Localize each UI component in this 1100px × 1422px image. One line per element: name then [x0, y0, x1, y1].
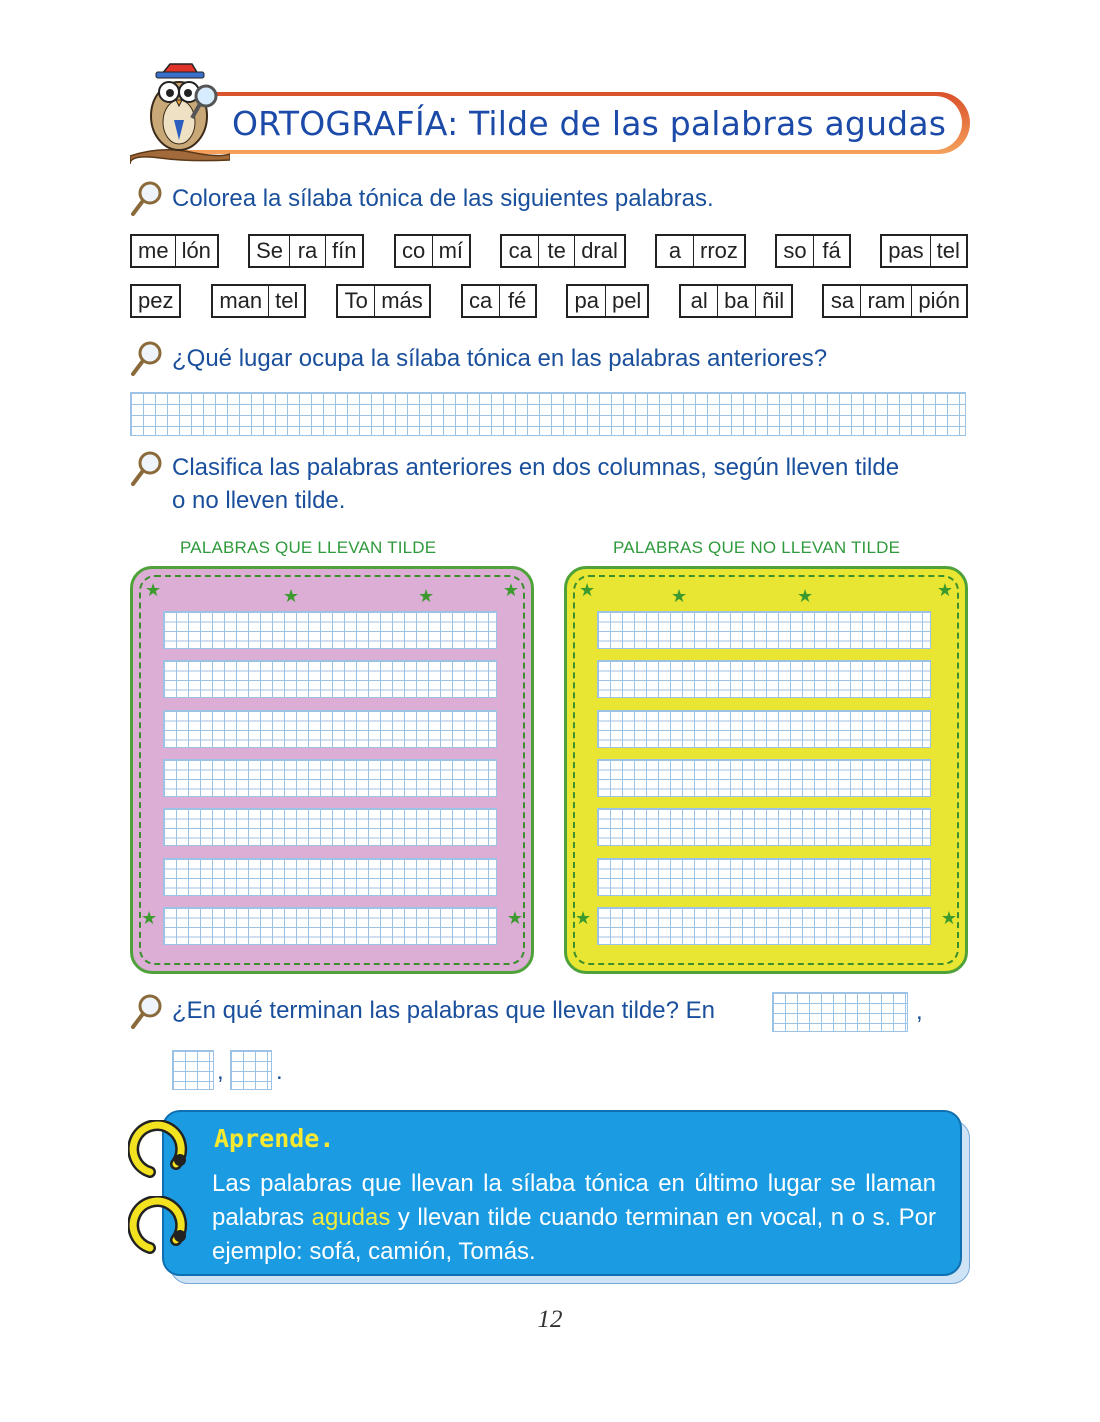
- writing-line[interactable]: [597, 759, 931, 797]
- syllable-row-1: [130, 234, 968, 268]
- writing-area-without-tilde[interactable]: [597, 611, 931, 945]
- magnifier-icon: [130, 450, 164, 486]
- writing-line[interactable]: [163, 611, 497, 649]
- syllable[interactable]: Se: [256, 238, 283, 263]
- star-icon: ★: [502, 580, 519, 600]
- writing-line[interactable]: [597, 710, 931, 748]
- instruction-classify: [172, 451, 899, 517]
- writing-line[interactable]: [163, 660, 497, 698]
- syllable[interactable]: fín: [325, 236, 362, 266]
- binder-ring-icon: [128, 1120, 198, 1190]
- instruction-endings-question: ¿En qué terminan las palabras que llevan tilde? En: [172, 997, 715, 1024]
- star-icon: ★: [936, 580, 953, 600]
- syllable[interactable]: ñil: [755, 286, 791, 316]
- syllable[interactable]: sa: [830, 288, 855, 313]
- binder-ring-icon: [128, 1196, 198, 1266]
- word-arroz[interactable]: [655, 234, 746, 268]
- syllable-row-2: [130, 284, 968, 318]
- syllable[interactable]: co: [401, 238, 426, 263]
- star-icon: ★: [418, 586, 435, 606]
- syllable[interactable]: ram: [860, 286, 911, 316]
- syllable[interactable]: me: [138, 238, 169, 263]
- answer-box-ending-3[interactable]: [230, 1050, 272, 1090]
- syllable[interactable]: fé: [499, 286, 535, 316]
- aprende-text-start: Las palabras que llevan la sílaba tónica en último lugar se llaman palabras: [212, 1170, 936, 1231]
- word-pastel[interactable]: [880, 234, 968, 268]
- answer-box-ending-2[interactable]: [172, 1050, 214, 1090]
- instruction-classify-line-2: o no lleven tilde.: [172, 487, 346, 514]
- syllable[interactable]: ba: [717, 286, 754, 316]
- aprende-highlight-agudas: agudas: [311, 1204, 391, 1231]
- syllable[interactable]: rroz: [693, 236, 744, 266]
- word-mantel[interactable]: [211, 284, 306, 318]
- writing-area-with-tilde[interactable]: [163, 611, 497, 945]
- syllable[interactable]: ca: [508, 238, 532, 263]
- page-number: 12: [537, 1306, 563, 1333]
- writing-line[interactable]: [163, 858, 497, 896]
- aprende-title: Aprende.: [214, 1124, 335, 1153]
- magnifier-icon: [130, 340, 164, 376]
- syllable[interactable]: man: [219, 288, 263, 313]
- syllable[interactable]: te: [538, 236, 574, 266]
- word-cafe[interactable]: [461, 284, 537, 318]
- syllable[interactable]: pas: [888, 238, 924, 263]
- owl-detective-icon: [134, 60, 224, 156]
- instruction-position-question: ¿Qué lugar ocupa la sílaba tónica en las palabras anteriores?: [172, 345, 828, 372]
- syllable[interactable]: pel: [605, 286, 647, 316]
- word-tomas[interactable]: [336, 284, 431, 318]
- star-icon: ★: [575, 908, 592, 928]
- star-icon: ★: [940, 908, 957, 928]
- syllable[interactable]: pa: [574, 288, 599, 313]
- syllable[interactable]: a: [668, 238, 682, 263]
- word-melon[interactable]: [130, 234, 219, 268]
- writing-line[interactable]: [163, 907, 497, 945]
- answer-grid-position[interactable]: [130, 392, 966, 436]
- period: .: [276, 1058, 283, 1085]
- syllable[interactable]: al: [690, 288, 708, 313]
- word-pez[interactable]: [130, 284, 181, 318]
- star-icon: ★: [145, 580, 162, 600]
- word-sofa[interactable]: [775, 234, 851, 268]
- comma: ,: [916, 998, 923, 1025]
- page-title: ORTOGRAFÍA: Tilde de las palabras agudas: [232, 104, 947, 143]
- label-with-tilde: PALABRAS QUE LLEVAN TILDE: [180, 538, 437, 557]
- writing-line[interactable]: [163, 759, 497, 797]
- instruction-classify-line-1: Clasifica las palabras anteriores en dos columnas, según lleven tilde: [172, 454, 900, 481]
- syllable[interactable]: To: [344, 288, 368, 313]
- comma: ,: [217, 1058, 224, 1085]
- syllable[interactable]: más: [374, 286, 429, 316]
- word-sarampion[interactable]: [822, 284, 967, 318]
- magnifier-icon: [130, 180, 164, 216]
- writing-line[interactable]: [597, 660, 931, 698]
- star-icon: ★: [671, 586, 688, 606]
- writing-line[interactable]: [597, 858, 931, 896]
- writing-line[interactable]: [597, 907, 931, 945]
- syllable[interactable]: mí: [432, 236, 469, 266]
- star-icon: ★: [506, 908, 523, 928]
- star-icon: ★: [283, 586, 300, 606]
- frame-with-tilde: [130, 566, 534, 974]
- word-comi[interactable]: [394, 234, 471, 268]
- word-papel[interactable]: [566, 284, 649, 318]
- instruction-color-syllable: Colorea la sílaba tónica de las siguientes palabras.: [172, 185, 714, 212]
- syllable[interactable]: ra: [289, 236, 325, 266]
- syllable[interactable]: tel: [268, 286, 304, 316]
- answer-box-ending-1[interactable]: [772, 992, 908, 1032]
- word-catedral[interactable]: [500, 234, 626, 268]
- star-icon: ★: [579, 580, 596, 600]
- aprende-text-end: y llevan tilde cuando terminan en vocal, n o s. Por ejemplo: sofá, camión, Tomás.: [212, 1204, 937, 1265]
- writing-line[interactable]: [597, 808, 931, 846]
- syllable[interactable]: fá: [813, 236, 849, 266]
- label-without-tilde: PALABRAS QUE NO LLEVAN TILDE: [613, 538, 901, 557]
- frame-without-tilde: [564, 566, 968, 974]
- syllable[interactable]: pión: [911, 286, 966, 316]
- star-icon: ★: [141, 908, 158, 928]
- syllable[interactable]: tel: [930, 236, 966, 266]
- writing-line[interactable]: [163, 808, 497, 846]
- word-albanil[interactable]: [679, 284, 792, 318]
- syllable[interactable]: so: [783, 238, 807, 263]
- magnifier-icon: [130, 993, 164, 1029]
- syllable[interactable]: pez: [138, 288, 174, 313]
- aprende-text: [212, 1167, 936, 1269]
- syllable[interactable]: lón: [175, 236, 217, 266]
- writing-line[interactable]: [163, 710, 497, 748]
- writing-line[interactable]: [597, 611, 931, 649]
- word-serafin[interactable]: [248, 234, 364, 268]
- star-icon: ★: [797, 586, 814, 606]
- syllable[interactable]: dral: [574, 236, 624, 266]
- syllable[interactable]: ca: [469, 288, 493, 313]
